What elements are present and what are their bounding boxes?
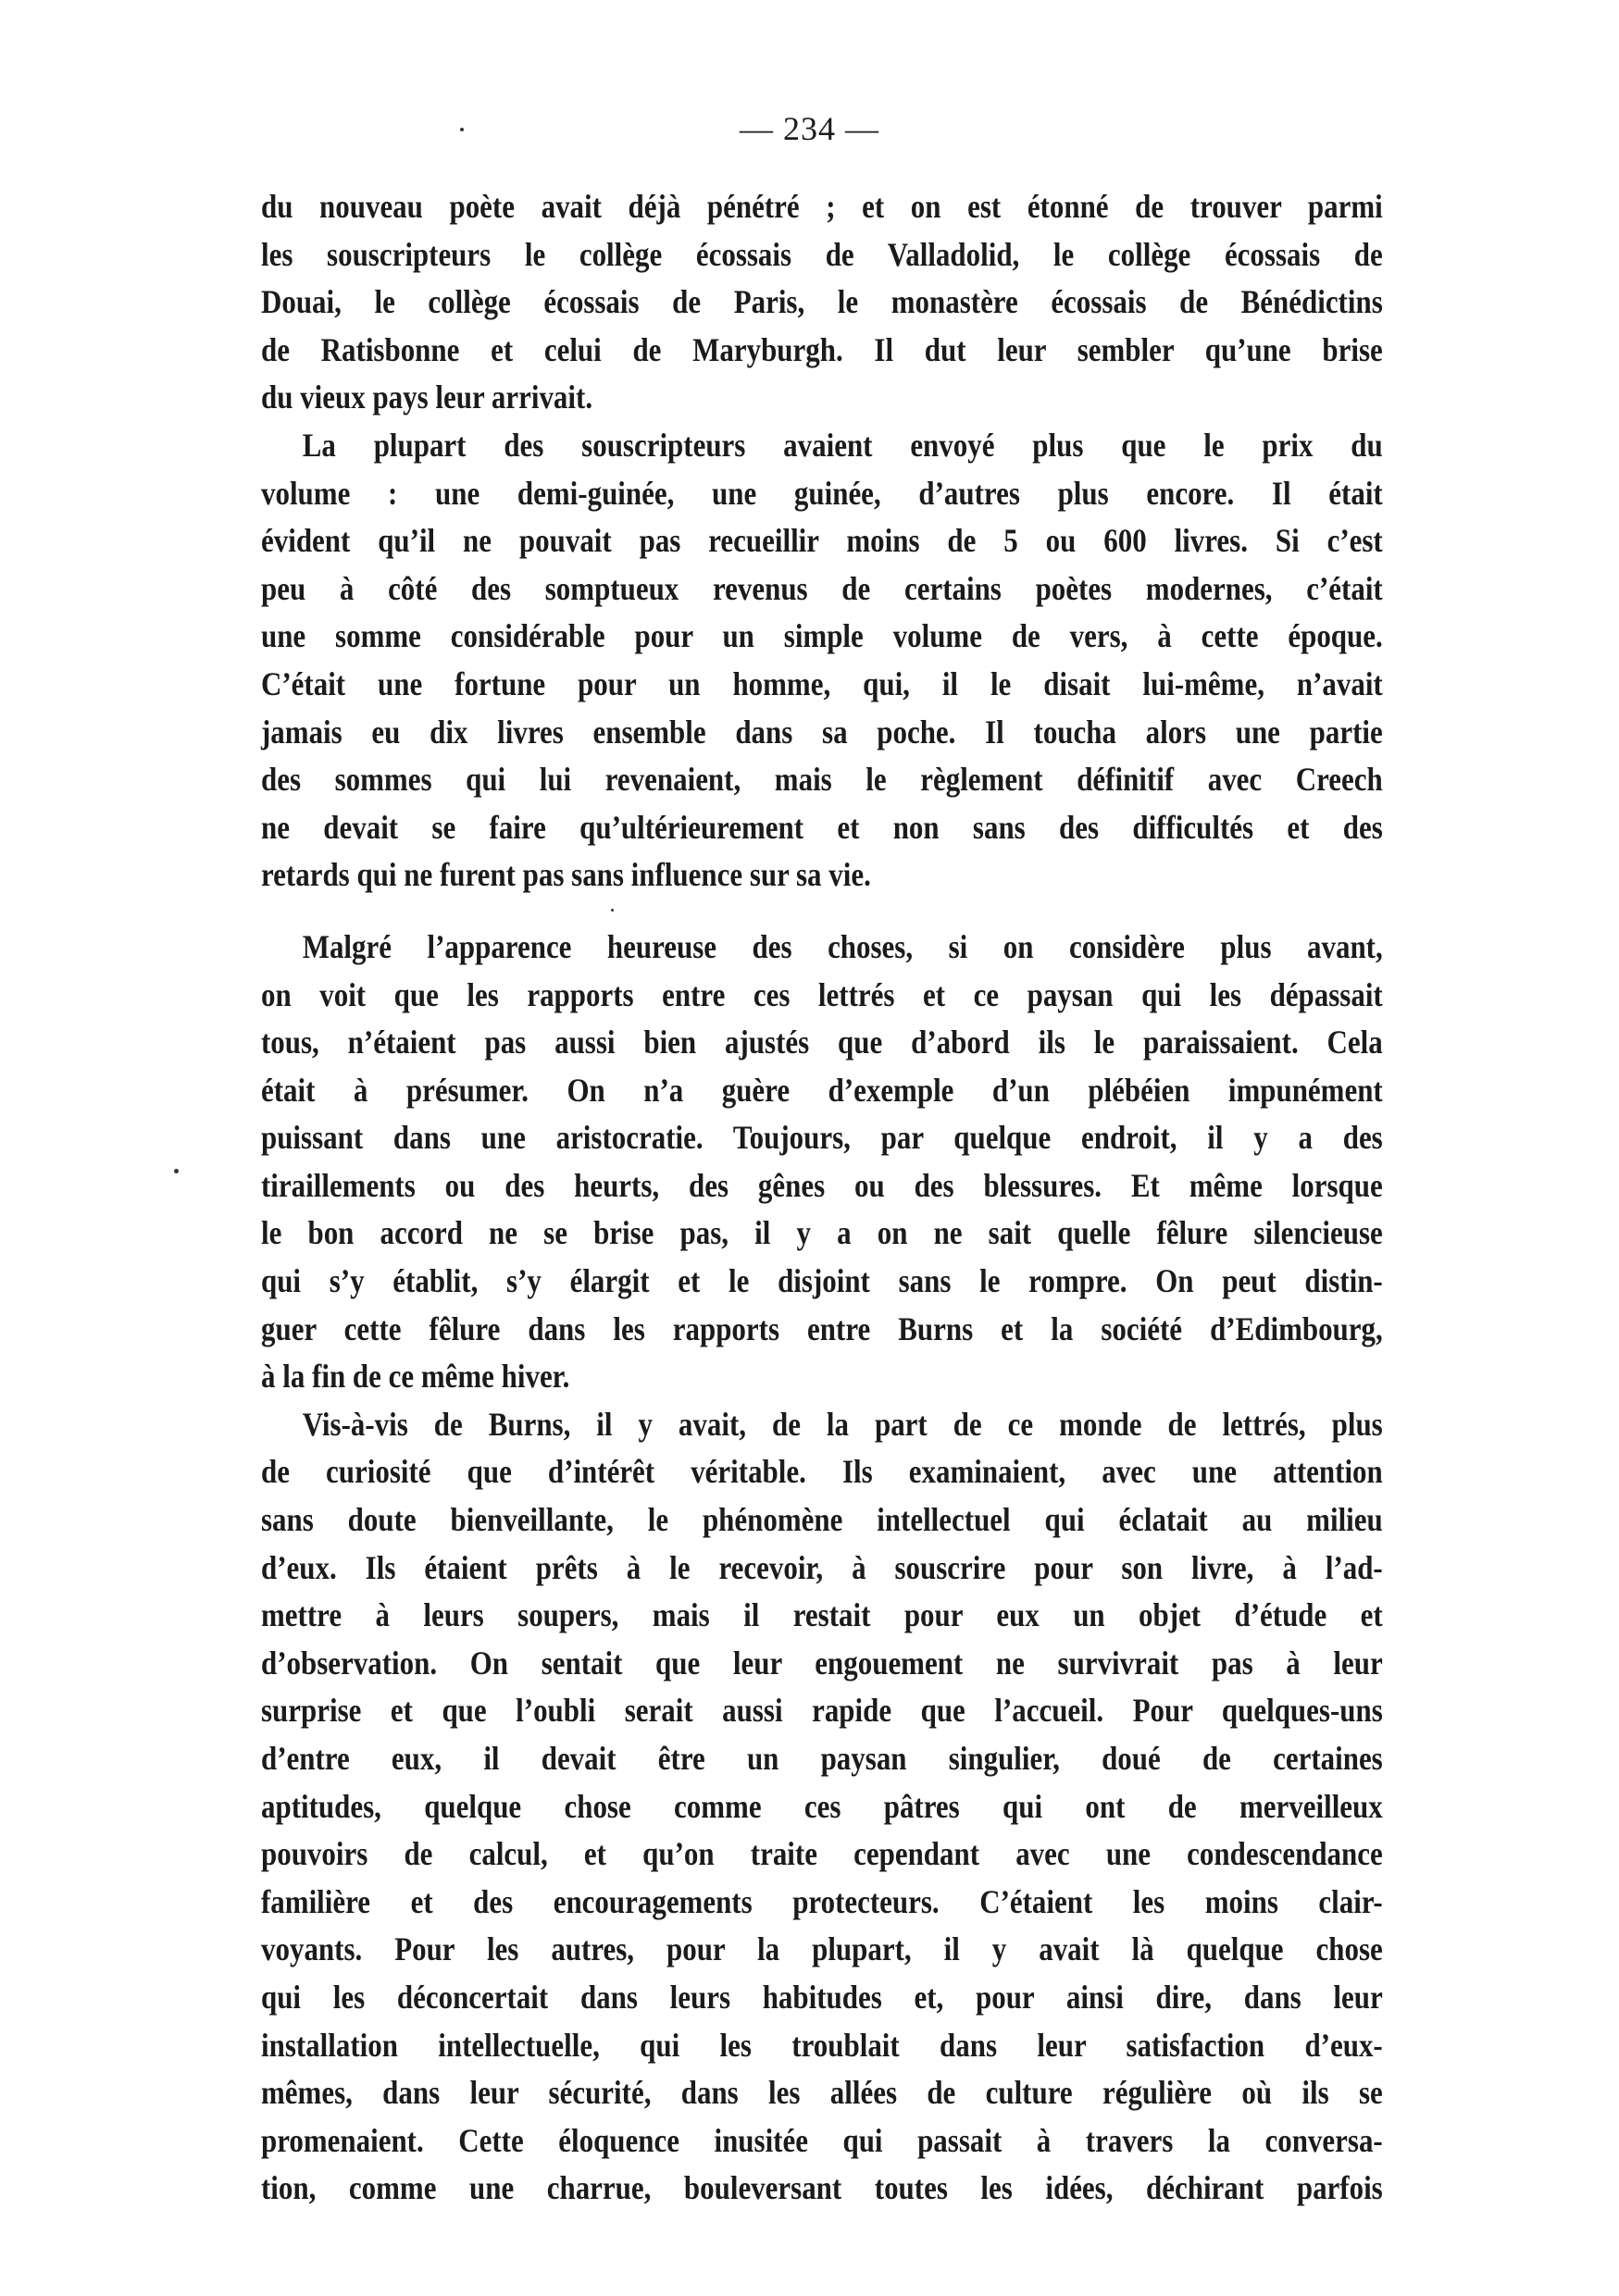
section-break xyxy=(261,900,1226,924)
text-line: tous, n’étaient pas aussi bien ajustés que d’abord ils le paraissaient. Cela xyxy=(261,1024,1383,1061)
page-number: — 234 — xyxy=(740,110,879,147)
text-line: jamais eu dix livres ensemble dans sa poche. Il toucha alors une partie xyxy=(261,713,1383,751)
text-line: C’était une fortune pour un homme, qui, il le disait lui-même, n’avait xyxy=(261,664,1383,702)
text-line: puissant dans une aristocratie. Toujours, par quelque endroit, il y a des xyxy=(261,1119,1383,1157)
text-line: ne devait se faire qu’ultérieurement et non sans des difficultés et des xyxy=(261,808,1383,846)
text-line: aptitudes, quelque chose comme ces pâtres qui ont de merveilleux xyxy=(261,1787,1383,1825)
text-line: les souscripteurs le collège écossais de Valladolid, le collège écossais de xyxy=(261,235,1383,273)
text-line: une somme considérable pour un simple volume de vers, à cette époque. xyxy=(261,617,1383,655)
text-line: guer cette fêlure dans les rapports entre Burns et la société d’Edimbourg, xyxy=(261,1309,1383,1347)
text-line: d’observation. On sentait que leur engouement ne survivrait pas à leur xyxy=(261,1644,1383,1682)
text-line: était à présumer. On n’a guère d’exemple d’un plébéien impunément xyxy=(261,1071,1383,1109)
text-line: de Ratisbonne et celui de Maryburgh. Il dut leur sembler qu’une brise xyxy=(261,330,1383,368)
text-line: voyants. Pour les autres, pour la plupart, il y avait là quelque chose xyxy=(261,1930,1383,1968)
text-line: promenaient. Cette éloquence inusitée qui passait à travers la conversa- xyxy=(261,2121,1383,2159)
text-line: Vis-à-vis de Burns, il y avait, de la part de ce monde de lettrés, plus xyxy=(302,1405,1383,1443)
text-line: on voit que les rapports entre ces lettrés et ce paysan qui les dépassait xyxy=(261,975,1383,1013)
text-line: tion, comme une charrue, bouleversant toutes les idées, déchirant parfois xyxy=(261,2169,1383,2207)
text-line: du nouveau poète avait déjà pénétré ; et on est étonné de trouver parmi xyxy=(261,188,1383,225)
text-line: retards qui ne furent pas sans influence sur sa vie. xyxy=(261,856,871,894)
text-line: qui s’y établit, s’y élargit et le disjoint sans le rompre. On peut distin- xyxy=(261,1262,1383,1300)
body-text xyxy=(261,183,1383,2213)
text-line: peu à côté des somptueux revenus de certains poètes modernes, c’était xyxy=(261,569,1383,607)
text-line: d’eux. Ils étaient prêts à le recevoir, à souscrire pour son livre, à l’ad- xyxy=(261,1548,1383,1586)
text-line: installation intellectuelle, qui les troublait dans leur satisfaction d’eux- xyxy=(261,2026,1383,2064)
text-line: La plupart des souscripteurs avaient envoyé plus que le prix du xyxy=(302,426,1383,464)
text-line: des sommes qui lui revenaient, mais le règlement définitif avec Creech xyxy=(261,761,1383,799)
text-line: volume : une demi-guinée, une guinée, d’autres plus encore. Il était xyxy=(261,474,1383,512)
text-line: à la fin de ce même hiver. xyxy=(261,1358,570,1396)
print-speck xyxy=(174,1169,179,1173)
print-speck xyxy=(460,128,464,131)
text-line: évident qu’il ne pouvait pas recueillir moins de 5 ou 600 livres. Si c’est xyxy=(261,522,1383,560)
text-line: mettre à leurs soupers, mais il restait pour eux un objet d’étude et xyxy=(261,1596,1383,1634)
text-line: tiraillements ou des heurts, des gênes ou des blessures. Et même lorsque xyxy=(261,1166,1383,1204)
text-line: pouvoirs de calcul, et qu’on traite cependant avec une condescendance xyxy=(261,1835,1383,1873)
text-line: Malgré l’apparence heureuse des choses, si on considère plus avant, xyxy=(302,927,1383,965)
text-line: d’entre eux, il devait être un paysan singulier, doué de certaines xyxy=(261,1740,1383,1777)
text-line: mêmes, dans leur sécurité, dans les allées de culture régulière où ils se xyxy=(261,2074,1383,2112)
text-line: de curiosité que d’intérêt véritable. Ils examinaient, avec une attention xyxy=(261,1453,1383,1491)
text-line: du vieux pays leur arrivait. xyxy=(261,379,593,416)
text-line: familière et des encouragements protecteurs. C’étaient les moins clair- xyxy=(261,1882,1383,1920)
text-line: surprise et que l’oubli serait aussi rapide que l’accueil. Pour quelques-uns xyxy=(261,1692,1383,1730)
text-line: le bon accord ne se brise pas, il y a on ne sait quelle fêlure silencieuse xyxy=(261,1214,1383,1252)
text-line: Douai, le collège écossais de Paris, le monastère écossais de Bénédictins xyxy=(261,283,1383,321)
text-line: qui les déconcertait dans leurs habitudes et, pour ainsi dire, dans leur xyxy=(261,1978,1383,2016)
text-line: sans doute bienveillante, le phénomène intellectuel qui éclatait au milieu xyxy=(261,1501,1383,1539)
